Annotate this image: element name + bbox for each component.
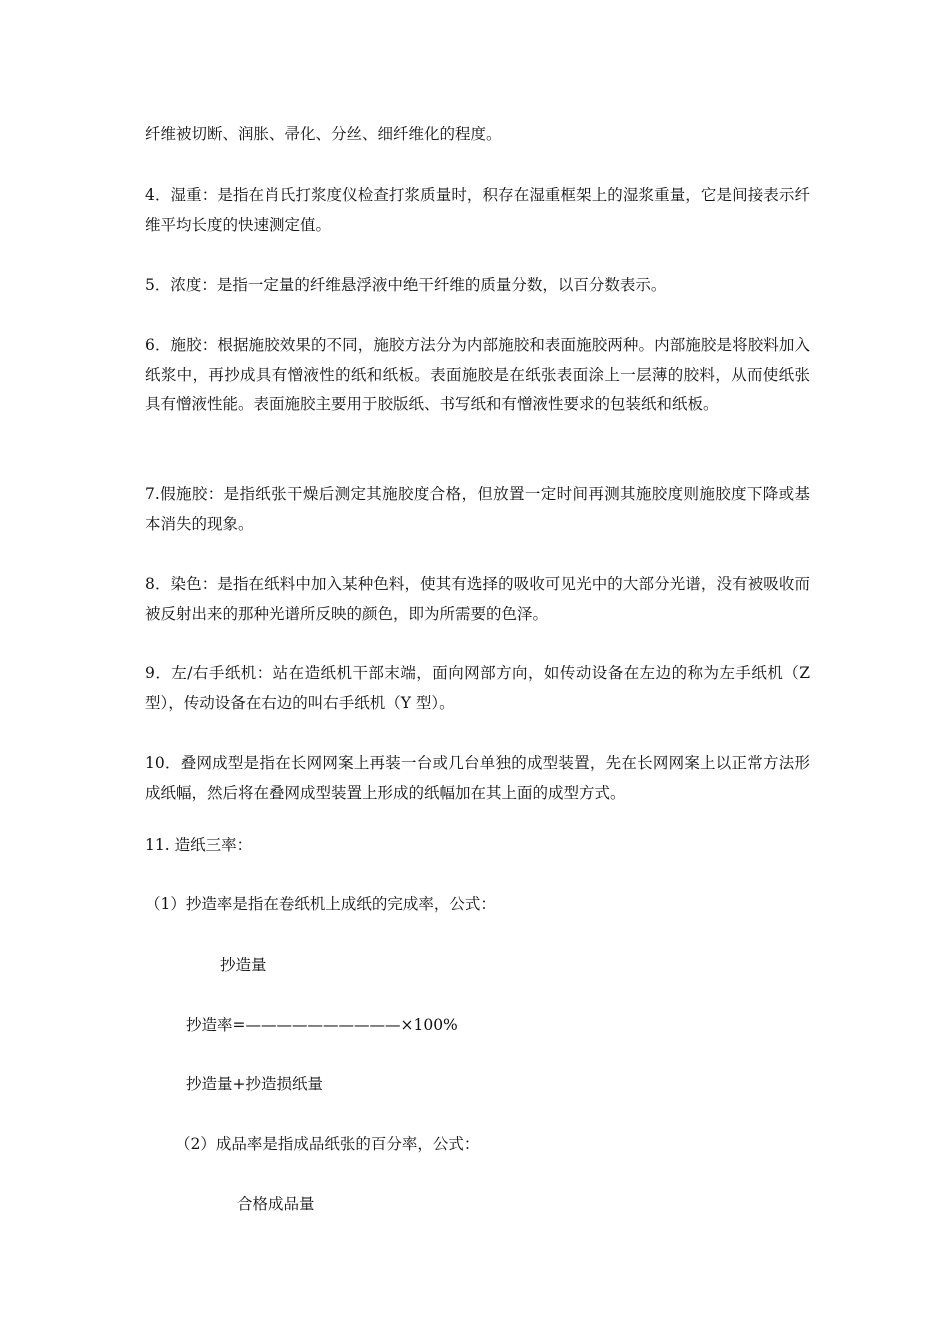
paragraph-fiber-degree: 纤维被切断、润胀、帚化、分丝、细纤维化的程度。 [145, 125, 502, 143]
paragraph-wet-weight: 4．湿重：是指在肖氏打浆度仪检查打浆质量时，积存在湿重框架上的湿浆重量，它是间接表示纤维平均长度的快速测定值。 [145, 186, 810, 234]
formula1-denominator: 抄造量+抄造损纸量 [186, 1075, 323, 1093]
paragraph-sizing: 6．施胶：根据施胶效果的不同，施胶方法分为内部施胶和表面施胶两种。内部施胶是将胶料加入纸浆中，再抄成具有憎液性的纸和纸板。表面施胶是在纸张表面涂上一层薄的胶料，从而使纸张具有憎液性能。表面施胶主要用于胶版纸、书写纸和有憎液性要求的包装纸和纸板。 [145, 336, 810, 413]
item-finished-rate: （2）成品率是指成品纸张的百分率，公式： [175, 1135, 480, 1153]
paragraph-false-sizing: 7.假施胶：是指纸张干燥后测定其施胶度合格，但放置一定时间再测其施胶度则施胶度下降或基本消失的现象。 [145, 485, 810, 533]
formula1-equation: 抄造率=——————————×100% [186, 1016, 458, 1034]
formula1-numerator: 抄造量 [220, 956, 267, 974]
paragraph-multi-wire-forming: 10．叠网成型是指在长网网案上再装一台或几台单独的成型装置，先在长网网案上以正常方法形成纸幅，然后将在叠网成型装置上形成的纸幅加在其上面的成型方式。 [145, 754, 810, 802]
item-machine-rate: （1）抄造率是指在卷纸机上成纸的完成率，公式： [145, 895, 496, 913]
paragraph-consistency: 5．浓度：是指一定量的纤维悬浮液中绝干纤维的质量分数，以百分数表示。 [145, 276, 667, 294]
formula2-numerator: 合格成品量 [237, 1195, 315, 1213]
paragraph-dyeing: 8．染色：是指在纸料中加入某种色料，使其有选择的吸收可见光中的大部分光谱，没有被吸收而被反射出来的那种光谱所反映的颜色，即为所需要的色泽。 [145, 575, 810, 623]
section-heading-three-rates: 11. 造纸三率： [145, 836, 253, 854]
paragraph-left-right-machine: 9．左/右手纸机：站在造纸机干部末端，面向网部方向，如传动设备在左边的称为左手纸机（Z 型），传动设备在右边的叫右手纸机（Y 型）。 [145, 664, 810, 712]
